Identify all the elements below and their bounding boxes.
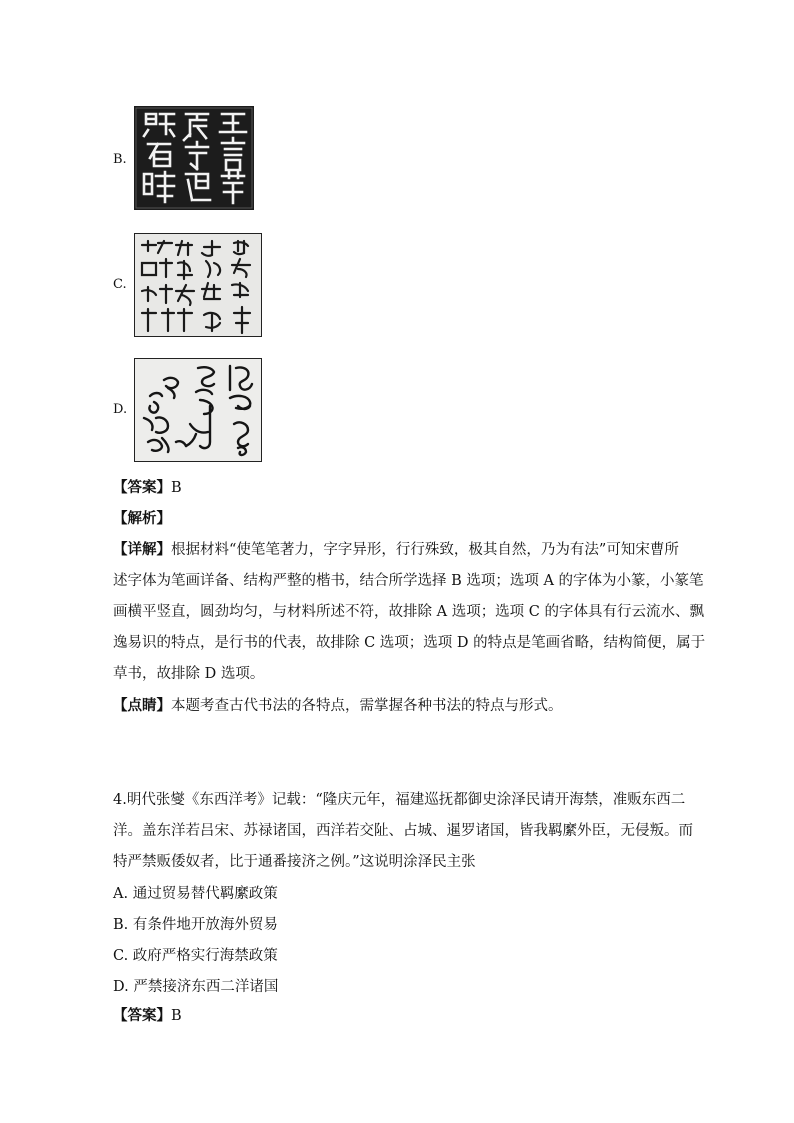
q4-choice-a: A. 通过贸易替代羁縻政策 <box>113 886 278 902</box>
q4-stem-line-3: 特严禁贩倭奴者，比于通番接济之例。”这说明涂泽民主张 <box>113 854 476 870</box>
answer-value: B <box>171 480 182 496</box>
detail-text: 根据材料“使笔笔著力，字字异形，行行殊致，极其自然，乃为有法”可知宋曹所 <box>171 542 679 558</box>
answer-tag: 【答案】 <box>113 479 171 496</box>
q4-answer-tag: 【答案】 <box>113 1007 171 1024</box>
detail-line-2: 述字体为笔画详备、结构严整的楷书，结合所学选择 B 选项；选项 A 的字体为小篆，小篆笔 <box>113 573 704 589</box>
option-d-label: D. <box>113 402 128 417</box>
analysis-tag: 【解析】 <box>113 510 171 527</box>
option-d-calligraphy-image <box>134 358 262 462</box>
option-b-calligraphy-image <box>134 106 254 210</box>
q4-stem-line-1: 4.明代张燮《东西洋考》记载：“隆庆元年，福建巡抚都御史涂泽民请开海禁，准贩东西二 <box>113 792 686 808</box>
q4-choice-c: C. 政府严格实行海禁政策 <box>113 948 278 964</box>
q4-choice-b: B. 有条件地开放海外贸易 <box>113 917 278 933</box>
detail-line-3: 画横平竖直，圆劲均匀，与材料所述不符，故排除 A 选项；选项 C 的字体具有行云流水、飘 <box>113 604 704 620</box>
q4-stem-line-2: 洋。盖东洋若吕宋、苏禄诸国，西洋若交阯、占城、暹罗诸国，皆我羁縻外臣，无侵叛。而 <box>113 823 693 839</box>
option-b-label: B. <box>113 152 127 167</box>
detail-line-1 <box>113 540 679 560</box>
detail-line-4: 逸易识的特点，是行书的代表，故排除 C 选项；选项 D 的特点是笔画省略，结构简便，属于 <box>113 635 706 651</box>
option-c-label: C. <box>113 277 127 292</box>
q4-answer-value: B <box>171 1008 182 1024</box>
q3-answer-line <box>113 478 182 498</box>
comment-line <box>113 696 563 716</box>
detail-line-5: 草书，故排除 D 选项。 <box>113 666 265 682</box>
detail-tag: 【详解】 <box>113 541 171 558</box>
option-c-calligraphy-image <box>134 233 262 337</box>
comment-tag: 【点睛】 <box>113 697 171 714</box>
q4-answer-line <box>113 1006 182 1026</box>
comment-text: 本题考查古代书法的各特点，需掌握各种书法的特点与形式。 <box>171 698 563 714</box>
q4-choice-d: D. 严禁接济东西二洋诸国 <box>113 979 279 995</box>
